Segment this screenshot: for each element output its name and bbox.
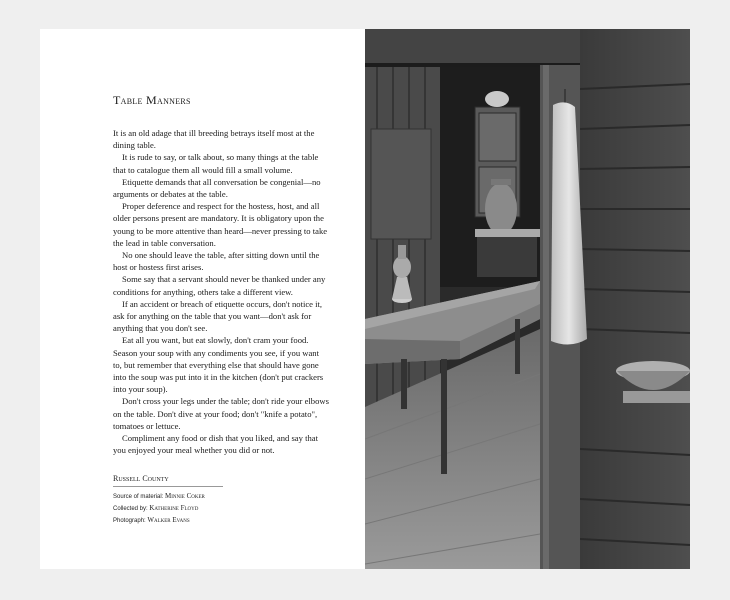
paragraph: Some say that a servant should never be thanked under any conditions for anything, others take a different view. bbox=[113, 274, 326, 297]
photo-label: Photograph: bbox=[113, 518, 146, 524]
paragraph: Eat all you want, but eat slowly, don't cram your food. Season your soup with any condiments you see, if you want to, but remember that everything else that should have gone into the soup was put into it in the kitchen (don't put crackers into your soup). bbox=[113, 335, 324, 395]
source-value: Minnie Coker bbox=[165, 492, 205, 500]
photo-value: Walker Evans bbox=[147, 516, 190, 524]
photograph bbox=[365, 29, 690, 569]
source-label: Source of material: bbox=[113, 494, 164, 500]
collected-value: Katherine Floyd bbox=[149, 504, 199, 512]
paragraph: It is rude to say, or talk about, so many things at the table that to catalogue them all would fill a small volume. bbox=[113, 152, 319, 175]
paragraph: Compliment any food or dish that you liked, and say that you enjoyed your meal whether you did or not. bbox=[113, 433, 318, 456]
source-credit bbox=[113, 491, 223, 503]
text-page bbox=[40, 29, 365, 569]
book-spread bbox=[40, 29, 690, 569]
photo-credit bbox=[113, 515, 223, 527]
paragraph: No one should leave the table, after sitting down until the host or hostess first arises. bbox=[113, 250, 320, 273]
right-wall bbox=[580, 29, 690, 569]
paragraph: Etiquette demands that all conversation be congenial—no arguments or debates at the table. bbox=[113, 176, 321, 200]
paragraph: Proper deference and respect for the hostess, host, and all older persons present are mandatory. It is obligatory upon the young to be more attentive than heard—never pressing to take the lead in table conversation. bbox=[113, 201, 328, 248]
county-name: Russell County bbox=[113, 474, 223, 487]
credits-block bbox=[113, 474, 223, 527]
paragraph: Don't cross your legs under the table; don't ride your elbows on the table. Don't dive at your food; don't "knife a potato", tomatoes or lettuce. bbox=[113, 396, 329, 431]
paragraph: It is an old adage that ill breeding betrays itself most at the dining table. bbox=[113, 128, 315, 151]
collector-credit bbox=[113, 503, 223, 515]
page-title: Table Manners bbox=[113, 93, 191, 107]
paragraph: If an accident or breach of etiquette occurs, don't notice it, ask for anything on the table that you want—don't ask for anything that you don't see. bbox=[113, 298, 323, 334]
cupboard bbox=[475, 91, 520, 235]
article-body bbox=[113, 127, 329, 456]
collected-label: Collected by: bbox=[113, 506, 148, 512]
kitchen-photo bbox=[365, 29, 690, 569]
